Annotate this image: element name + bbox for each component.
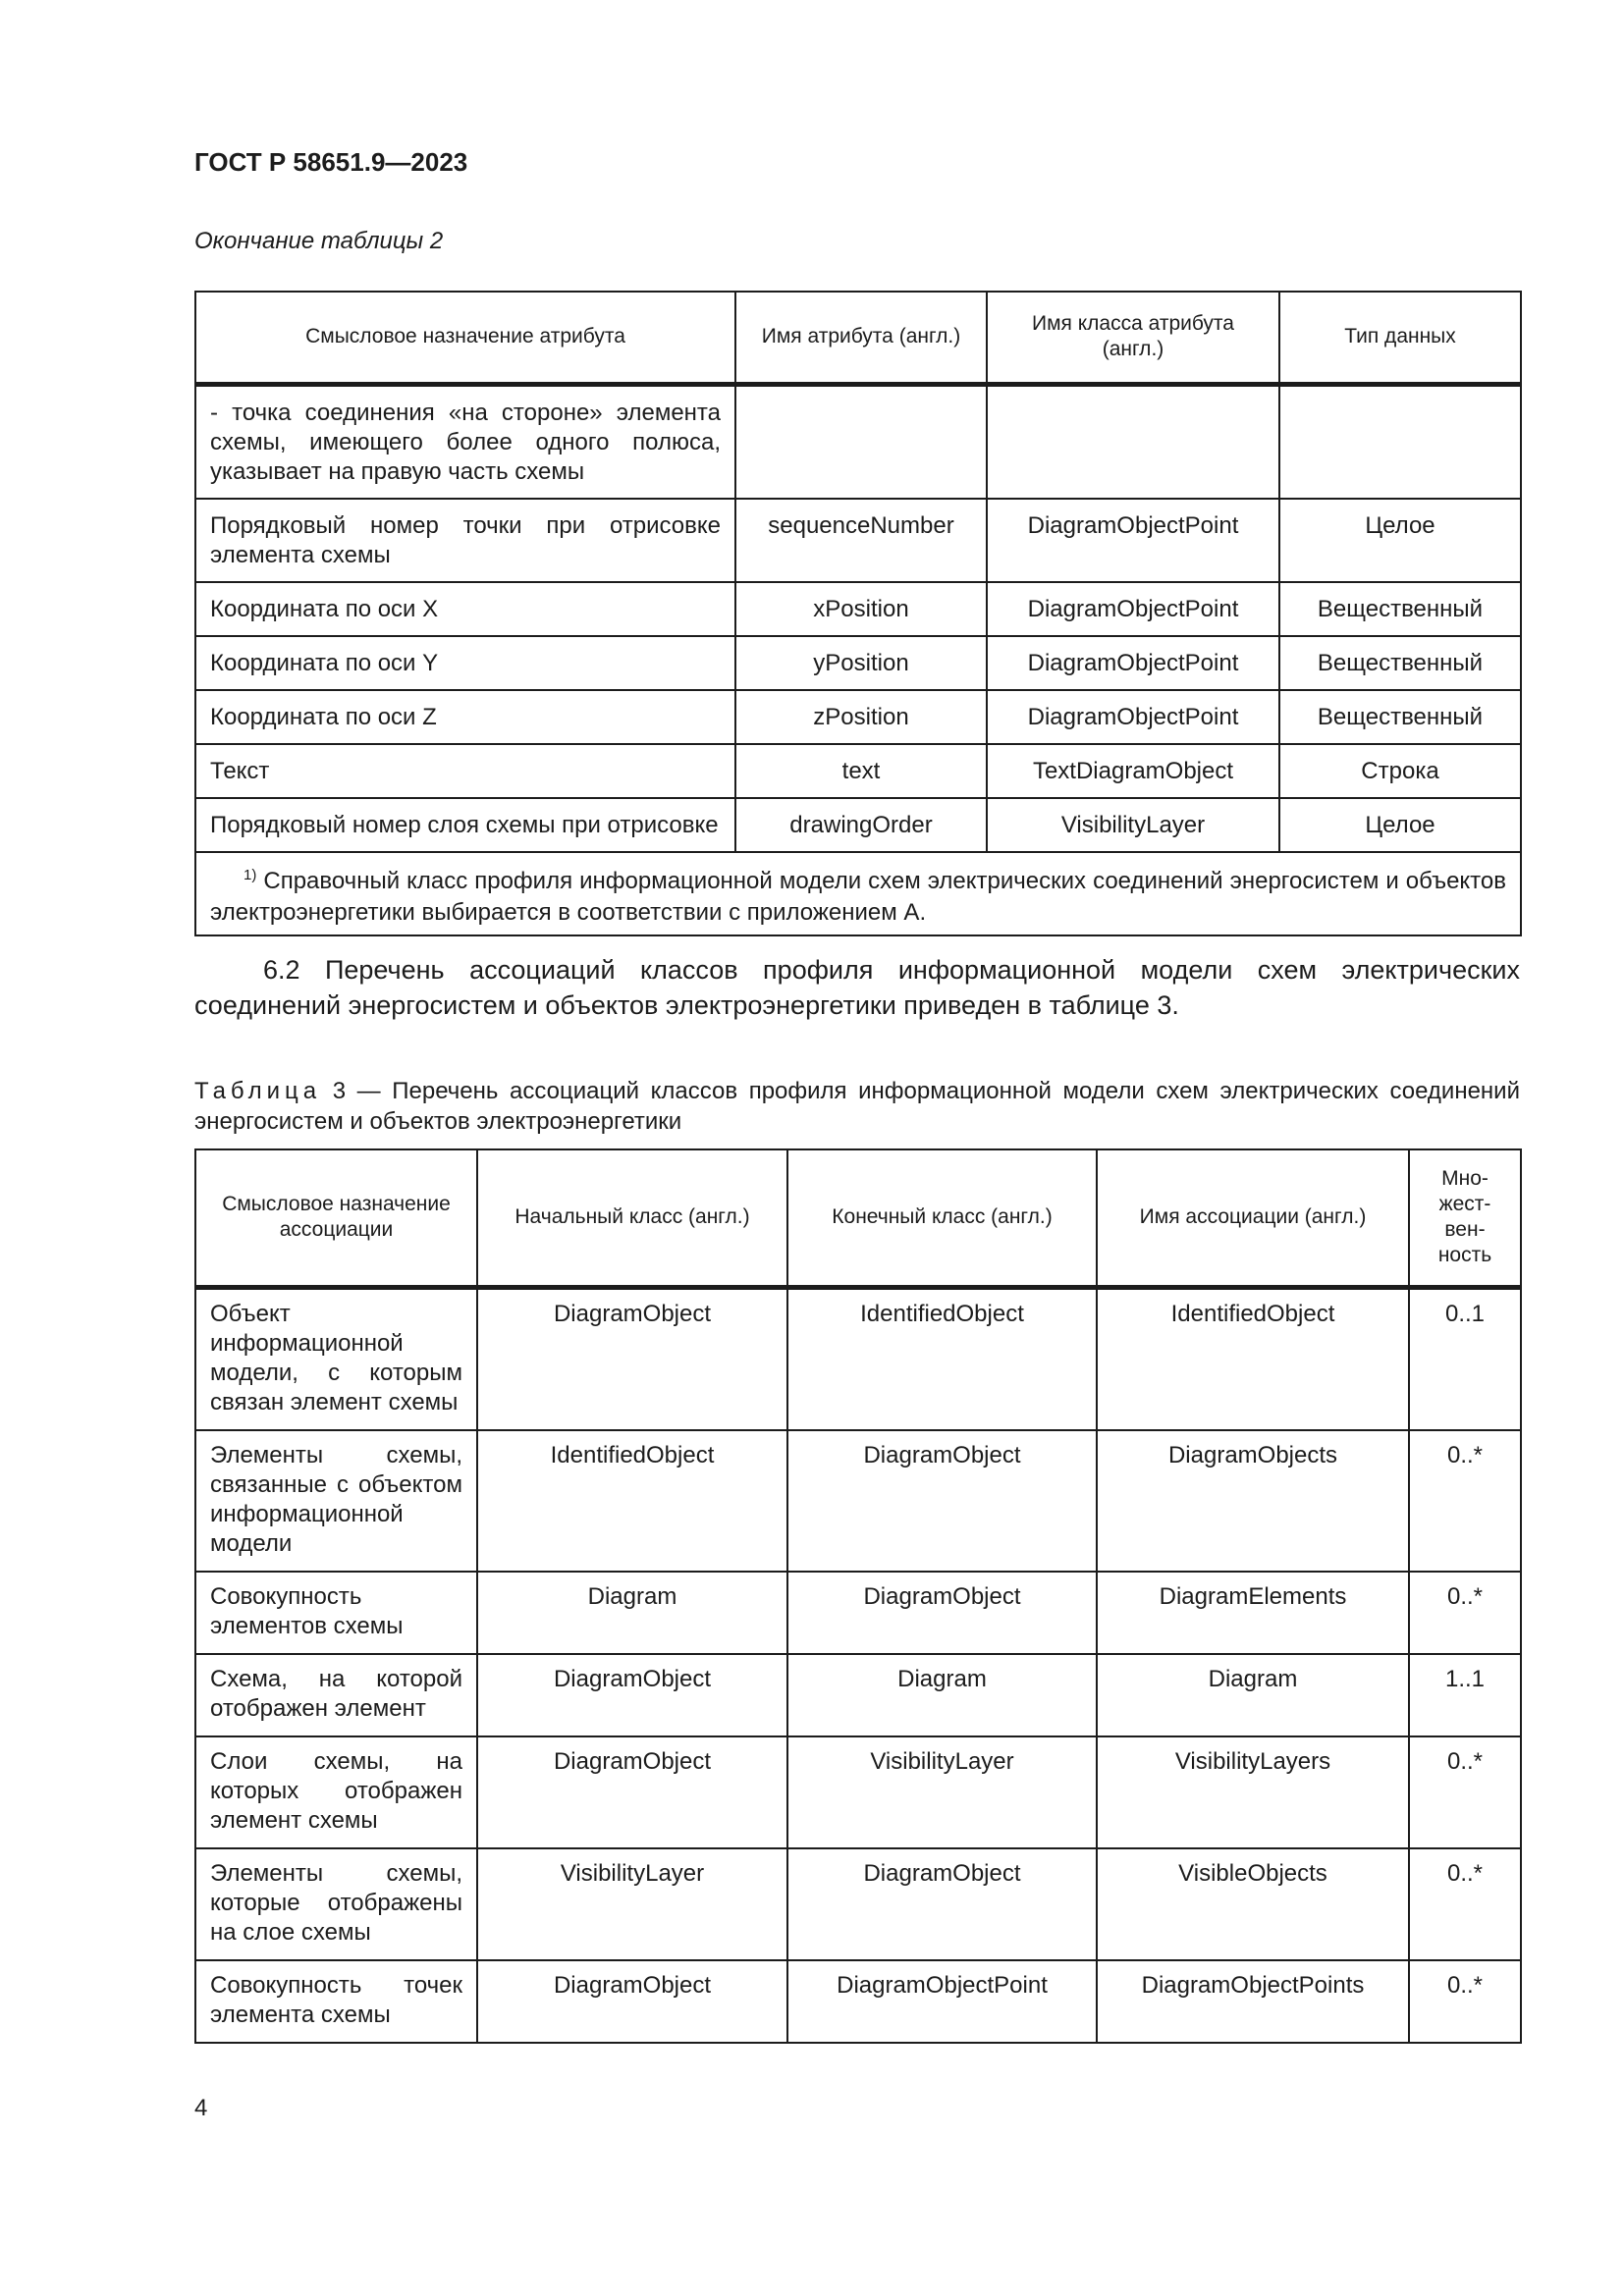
table-cell: Вещественный xyxy=(1279,690,1521,744)
table-row xyxy=(195,1572,1521,1654)
table-row xyxy=(195,1736,1521,1848)
table-row xyxy=(195,384,1521,499)
table-cell: Вещественный xyxy=(1279,636,1521,690)
table-cell: DiagramObjectPoint xyxy=(987,582,1279,636)
table-row xyxy=(195,1848,1521,1960)
table-cell: Элементы схемы, связанные с объектом информационной модели xyxy=(195,1430,477,1572)
table-row xyxy=(195,798,1521,852)
table-cell: DiagramObject xyxy=(787,1430,1097,1572)
table-cell: xPosition xyxy=(735,582,987,636)
table-cell: Порядковый номер слоя схемы при отрисовке xyxy=(195,798,735,852)
header-cell-multiplicity: Мно- жест- вен- ность xyxy=(1409,1149,1521,1287)
table-cell: VisibilityLayers xyxy=(1097,1736,1409,1848)
table-row xyxy=(195,636,1521,690)
table-cell: yPosition xyxy=(735,636,987,690)
table-cell: DiagramObjectPoint xyxy=(987,636,1279,690)
header-cell: Имя класса атрибута (англ.) xyxy=(987,292,1279,384)
table-cell: 0..1 xyxy=(1409,1287,1521,1430)
table-cell: 0..* xyxy=(1409,1430,1521,1572)
table-cell: 0..* xyxy=(1409,1736,1521,1848)
table-row xyxy=(195,1287,1521,1430)
table-cell: 0..* xyxy=(1409,1572,1521,1654)
header-cell: Конечный класс (англ.) xyxy=(787,1149,1097,1287)
table-cell: Текст xyxy=(195,744,735,798)
table-cell: DiagramObjects xyxy=(1097,1430,1409,1572)
table-cell: DiagramObjectPoint xyxy=(987,499,1279,582)
table-cell: DiagramObject xyxy=(477,1736,787,1848)
paragraph-6-2: 6.2 Перечень ассоциаций классов профиля информационной модели схем электрических соединений энергосистем и объектов электроэнергетики приведен в таблице 3. xyxy=(194,955,1520,1020)
table-cell: DiagramObject xyxy=(477,1287,787,1430)
header-cell: Тип данных xyxy=(1279,292,1521,384)
table-row xyxy=(195,744,1521,798)
table-cell: zPosition xyxy=(735,690,987,744)
table-cell: DiagramObjectPoints xyxy=(1097,1960,1409,2043)
table-cell: TextDiagramObject xyxy=(987,744,1279,798)
table-cell: 1..1 xyxy=(1409,1654,1521,1736)
table-cell: DiagramObject xyxy=(787,1848,1097,1960)
table-cell: DiagramElements xyxy=(1097,1572,1409,1654)
table-cell: - точка соединения «на стороне» элемента схемы, имеющего более одного полюса, указывает на правую часть схемы xyxy=(195,384,735,499)
table-cell: DiagramObject xyxy=(477,1654,787,1736)
associations-table-header xyxy=(195,1149,1521,1287)
table-cell: VisibilityLayer xyxy=(787,1736,1097,1848)
table-cell: Строка xyxy=(1279,744,1521,798)
attributes-table-body xyxy=(195,384,1521,852)
table-cell: 0..* xyxy=(1409,1960,1521,2043)
table-cell xyxy=(1279,384,1521,499)
document-header: ГОСТ Р 58651.9—2023 xyxy=(194,147,468,177)
attributes-table xyxy=(194,291,1522,936)
table-cell: Элементы схемы, которые отображены на слое схемы xyxy=(195,1848,477,1960)
attributes-table-header xyxy=(195,292,1521,384)
table-cell: 0..* xyxy=(1409,1848,1521,1960)
table-cell: text xyxy=(735,744,987,798)
table-cell: Координата по оси Y xyxy=(195,636,735,690)
associations-table-body xyxy=(195,1287,1521,2043)
table-cell: Координата по оси Z xyxy=(195,690,735,744)
table-cell: DiagramObjectPoint xyxy=(987,690,1279,744)
table-cell: DiagramObject xyxy=(787,1572,1097,1654)
footnote-cell xyxy=(195,852,1521,935)
table-cell: Совокупность точек элемента схемы xyxy=(195,1960,477,2043)
table-cell: IdentifiedObject xyxy=(787,1287,1097,1430)
table-cell: Объект информационной модели, с которым связан элемент схемы xyxy=(195,1287,477,1430)
footnote-text: Справочный класс профиля информационной модели схем электрических соединений энергосистем и объектов электроэнергетики выбирается в соответствии с приложением А. xyxy=(210,867,1506,926)
table-row xyxy=(195,1430,1521,1572)
table-3-caption-label: Таблица xyxy=(194,1078,322,1104)
associations-table xyxy=(194,1148,1522,2044)
table-cell: Diagram xyxy=(477,1572,787,1654)
page-number: 4 xyxy=(194,2095,208,2121)
table-cell: DiagramObject xyxy=(477,1960,787,2043)
table-cell: VisibilityLayer xyxy=(987,798,1279,852)
table-cell: Diagram xyxy=(1097,1654,1409,1736)
header-cell: Имя ассоциации (англ.) xyxy=(1097,1149,1409,1287)
header-cell: Имя атрибута (англ.) xyxy=(735,292,987,384)
table-cell: IdentifiedObject xyxy=(477,1430,787,1572)
table-cell: Порядковый номер точки при отрисовке элемента схемы xyxy=(195,499,735,582)
table-row xyxy=(195,582,1521,636)
table-cell: Diagram xyxy=(787,1654,1097,1736)
table-row xyxy=(195,1960,1521,2043)
table-3-caption xyxy=(194,1076,1520,1137)
table-cell: Вещественный xyxy=(1279,582,1521,636)
table-cell: IdentifiedObject xyxy=(1097,1287,1409,1430)
table-cell: sequenceNumber xyxy=(735,499,987,582)
footnote-marker: 1) xyxy=(244,866,257,883)
table-cell: Целое xyxy=(1279,798,1521,852)
table-row xyxy=(195,690,1521,744)
table-cell xyxy=(735,384,987,499)
table-cell: VisibilityLayer xyxy=(477,1848,787,1960)
header-cell: Смысловое назначение атрибута xyxy=(195,292,735,384)
table-cell: Координата по оси X xyxy=(195,582,735,636)
table-cell: Совокупность элементов схемы xyxy=(195,1572,477,1654)
table-cell xyxy=(987,384,1279,499)
table-cell: drawingOrder xyxy=(735,798,987,852)
header-cell: Начальный класс (англ.) xyxy=(477,1149,787,1287)
table-cell: Целое xyxy=(1279,499,1521,582)
table-cell: Схема, на которой отображен элемент xyxy=(195,1654,477,1736)
table-row xyxy=(195,1654,1521,1736)
table-cell: Слои схемы, на которых отображен элемент схемы xyxy=(195,1736,477,1848)
attributes-table-footnote-row xyxy=(195,852,1521,935)
header-cell: Смысловое назначение ассоциации xyxy=(195,1149,477,1287)
table-3-caption-text: 3 — Перечень ассоциаций классов профиля информационной модели схем электрических соединений энергосистем и объектов электроэнергетики xyxy=(194,1078,1520,1135)
table-cell: DiagramObjectPoint xyxy=(787,1960,1097,2043)
table-2-continuation-label: Окончание таблицы 2 xyxy=(194,228,444,254)
table-cell: VisibleObjects xyxy=(1097,1848,1409,1960)
table-row xyxy=(195,499,1521,582)
